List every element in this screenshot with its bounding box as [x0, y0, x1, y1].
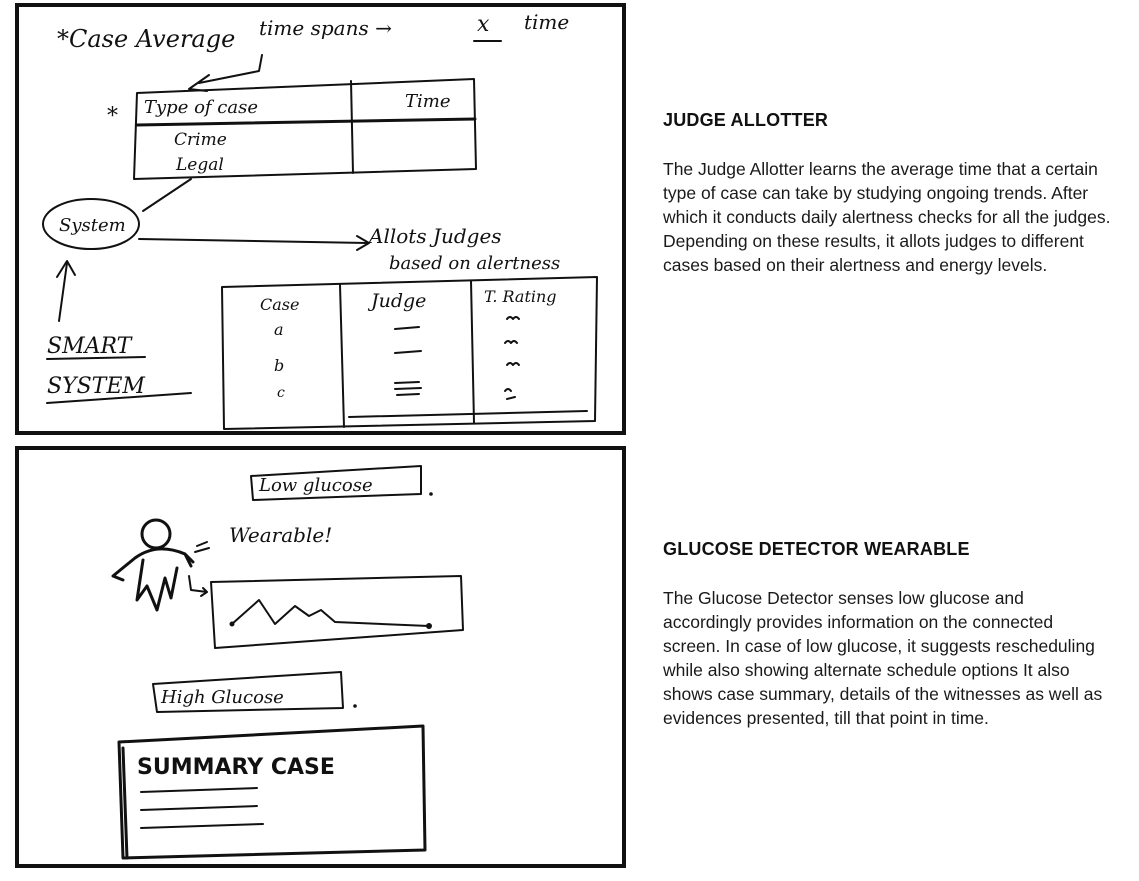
wearable-label: Wearable!	[229, 523, 333, 547]
table1-row-legal: Legal	[176, 155, 224, 175]
system-label-2: SYSTEM	[47, 374, 145, 399]
glucose-detector-body: The Glucose Detector senses low glucose and accordingly provides information on the connected screen. In case of low glucose, it suggests rescheduling while also showing alternate schedule options It also shows case summary, details of the witnesses as well as evidences presented, till that point in time.	[663, 588, 1103, 728]
glucose-detector-section	[663, 539, 1113, 730]
table1-star: *	[107, 104, 118, 129]
judge-allotter-section	[663, 110, 1113, 277]
table2-header-case: Case	[260, 295, 300, 314]
system-to-table-arrow	[143, 179, 191, 211]
judge-allotter-heading: JUDGE ALLOTTER	[663, 110, 829, 130]
allots-judges-line1: Allots Judges	[369, 224, 502, 248]
table1-row-crime: Crime	[174, 130, 227, 150]
table1-col-type-of-case: Type of case	[144, 97, 258, 118]
glucose-wearable-sketch	[15, 446, 626, 868]
summary-case-label: SUMMARY CASE	[137, 755, 335, 780]
high-glucose-label: High Glucose	[161, 687, 284, 708]
table2-rating-marks	[505, 317, 519, 399]
case-average-note-tail: time spans →	[259, 16, 392, 40]
judge-allotter-sketch-drawing	[19, 7, 622, 431]
table2-judge-dashes	[395, 327, 421, 395]
table2-case-c: c	[277, 385, 285, 401]
table2-case-a: a	[274, 320, 284, 339]
glucose-graph-line	[232, 600, 429, 626]
table2-case-b: b	[274, 356, 285, 375]
case-average-unit: time	[524, 10, 570, 34]
glucose-graph-screen	[211, 576, 463, 648]
glucose-detector-heading: GLUCOSE DETECTOR WEARABLE	[663, 539, 970, 559]
glucose-wearable-sketch-drawing	[19, 450, 622, 864]
summary-lines	[141, 788, 263, 828]
person-icon	[113, 520, 207, 610]
note-arrow	[199, 55, 262, 83]
judge-allotter-sketch	[15, 3, 626, 435]
smart-label: SMART	[47, 334, 132, 359]
table2-header-rating: T. Rating	[484, 287, 557, 306]
system-to-allots-arrow	[139, 239, 367, 243]
low-glucose-label: Low glucose	[259, 475, 373, 496]
allots-judges-line2: based on alertness	[389, 253, 561, 274]
judge-allotter-body: The Judge Allotter learns the average time that a certain type of case can take by studying ongoing trends. After which it conducts daily alertness checks for all the judges. Depending on these results, it allots judges to different cases based on their alertness and energy levels.	[663, 159, 1111, 275]
table1-col-time: Time	[405, 91, 451, 112]
table2-header-judge: Judge	[371, 290, 427, 312]
system-label: System	[59, 215, 126, 236]
case-average-variable: x	[477, 12, 490, 37]
case-average-note-lead: *Case Average	[57, 25, 236, 53]
